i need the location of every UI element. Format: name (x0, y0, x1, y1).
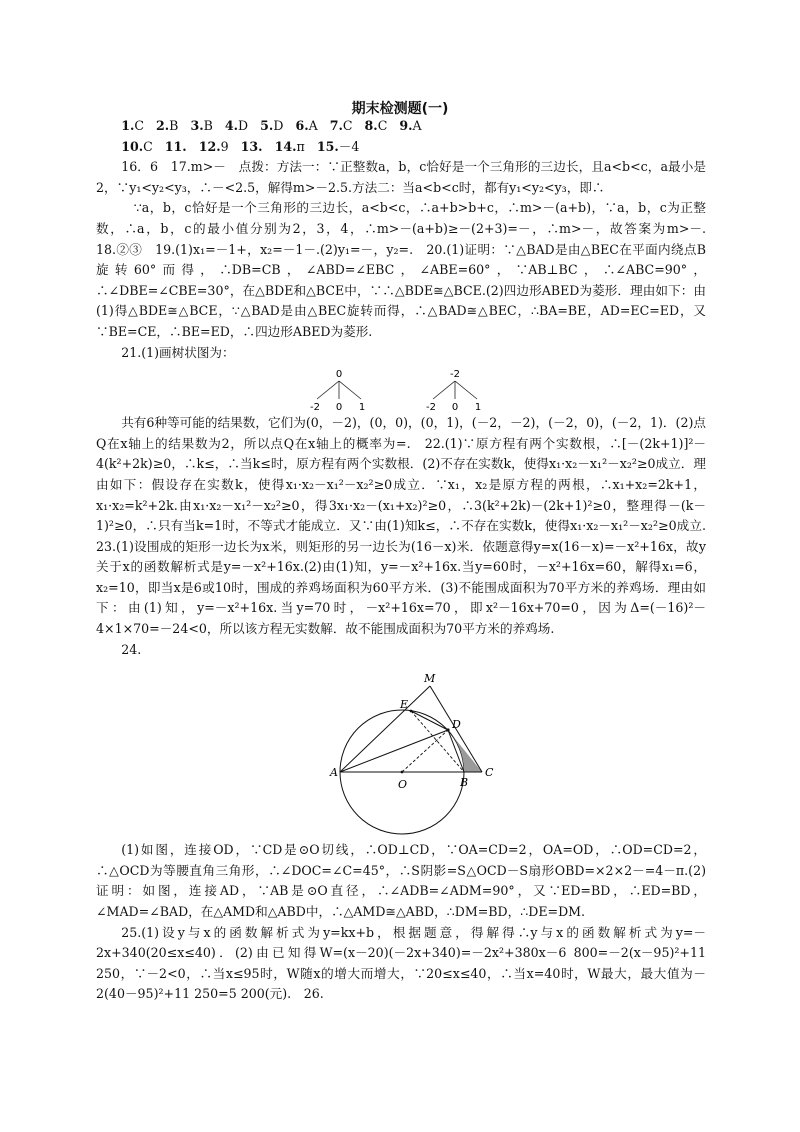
page-title: 期末检测题(一) (351, 101, 449, 117)
answer-21-heading: 21.(1)画树状图为： (121, 344, 235, 360)
tree-right-leaf-3: 1 (474, 402, 482, 414)
label-c: C (485, 766, 494, 780)
answer-body (96, 116, 719, 1005)
label-a: A (330, 766, 338, 780)
tree-right (426, 367, 486, 418)
answer-24: (1)如图，连接OD，∵CD是⊙O切线，∴OD⊥CD，∵OA=CD=2，OA=OD，∴OD=CD=2，∴△OCD为等腰直角三角形，∴∠DOC=∠C=45°，∴S阴影=S△OCD－S扇形OBD=×2×2－=4－π.(2)证明：如图，连接AD，∵AB是⊙O直径，∴∠ADB=∠ADM=90°，又∵ED=BD，∴ED=BD，∠MAD=∠BAD，在△AMD和△ABD中，∴△AMD≅△ABD，∴DM=BD，∴DE=DM. (96, 842, 706, 920)
tree-diagram (96, 367, 706, 414)
tree-right-leaf-2: 0 (451, 402, 459, 414)
answer-16-20: ∵a，b，c恰好是一个三角形的三边长，a<b<c，∴a+b>b+c，∴m>－(a+b)，∵a，b，c为正整数，∴a，b，c的最小值分别为2，3，4，∴m>－(a+b)≥－(2+3)=－，∴m>－，故答案为m>－. 18.②③ 19.(1)x₁=－1+，x₂=－1－.(2)y₁=－，y₂=. 20.(1)证明：∵△BAD是由△BEC在平面内绕点B旋转60°而得，∴DB=CB，∠ABD=∠EBC，∠ABE=60°，∵AB⊥BC，∴∠ABC=90°，∴∠DBE=∠CBE=30°，在△BDE和△BCE中，∵∴△BDE≅△BCE.(2)四边形ABED为菱形．理由如下：由(1)得△BDE≅△BCE，∵△BAD是由△BEC旋转而得，∴△BAD≅△BEC，∴BA=BE，AD=EC=ED，又∵BE=CE，∴BE=ED，∴四边形ABED为菱形. (96, 200, 719, 339)
tree-right-root: -2 (450, 369, 460, 381)
mc-answers-row-2: 10.C 11. 12.9 13. 14.π 15.－4 (121, 138, 360, 154)
tree-left-leaf-1: -2 (310, 402, 320, 414)
label-m: M (424, 672, 436, 686)
answer-16-17: 16．6 17.m>－ 点拨：方法一：∵正整数a，b，c恰好是一个三角形的三边长，且a<b<c，a最小是2，∵y₁<y₂<y₃，∴－<2.5，解得m>－2.5.方法二：当a<b<c时，都有y₁<y₂<y₃，即∴ (96, 159, 706, 195)
tree-right-leaf-1: -2 (426, 402, 436, 414)
answer-21-23: 共有6种等可能的结果数，它们为(0，－2)，(0，0)，(0，1)，(－2，－2)，(－2，0)，(－2，1)．(2)点Q在x轴上的结果数为2，所以点Q在x轴上的概率为=. 22.(1)∵原方程有两个实数根，∴[－(2k+1)]²－4(k²+2k)≥0，∴k≤，∴当k≤时，原方程有两个实数根．(2)不存在实数k，使得x₁·x₂－x₁²－x₂²≥0成立．理由如下：假设存在实数k，使得x₁·x₂－x₁²－x₂²≥0成立．∵x₁，x₂是原方程的两根，∴x₁+x₂=2k+1，x₁·x₂=k²+2k.由x₁·x₂－x₁²－x₂²≥0，得3x₁·x₂－(x₁+x₂)²≥0，∴3(k²+2k)－(2k+1)²≥0，整理得－(k－1)²≥0，∴只有当k=1时，不等式才能成立．又∵由(1)知k≤，∴不存在实数k，使得x₁·x₂－x₁²－x₂²≥0成立. 23.(1)设围成的矩形一边长为x米，则矩形的另一边长为(16－x)米．依题意得y=x(16－x)=－x²+16x，故y关于x的函数解析式是y=－x²+16x.(2)由(1)知，y=－x²+16x.当y=60时，－x²+16x=60，解得x₁=6，x₂=10，即当x是6或10时，围成的养鸡场面积为60平方米．(3)不能围成面积为70平方米的养鸡场．理由如下：由(1)知，y=－x²+16x.当y=70时，－x²+16x=70，即x²－16x+70=0，因为Δ=(－16)²－4×1×70=－24<0，所以该方程无实数解．故不能围成面积为70平方米的养鸡场. (96, 415, 719, 637)
geometry-figure (96, 664, 706, 834)
label-d: D (452, 718, 461, 732)
tree-left-leaf-3: 1 (358, 402, 366, 414)
mc-answers-row-1: 1.C 2.B 3.B 4.D 5.D 6.A 7.C 8.C 9.A (121, 118, 422, 133)
answer-24-heading: 24. (121, 641, 142, 657)
tree-left-root: 0 (335, 369, 343, 381)
tree-left (310, 367, 370, 418)
label-b: B (460, 776, 469, 790)
answer-25-26: 25.(1)设y与x的函数解析式为y=kx+b，根据题意，得解得∴y与x的函数解析式为y=－2x+340(20≤x≤40)．(2)由已知得W=(x－20)(－2x+340)=－2x²+380x－6 800=－2(x－95)²+11 250，∵－2<0，∴当x≤95时，W随x的增大而增大，∵20≤x≤40，∴当x=40时，W最大，最大值为－2(40－95)²+11 250=5 200(元). 26. (96, 924, 706, 1002)
label-e: E (400, 698, 409, 712)
label-o: O (398, 778, 408, 792)
tree-left-leaf-2: 0 (335, 402, 343, 414)
